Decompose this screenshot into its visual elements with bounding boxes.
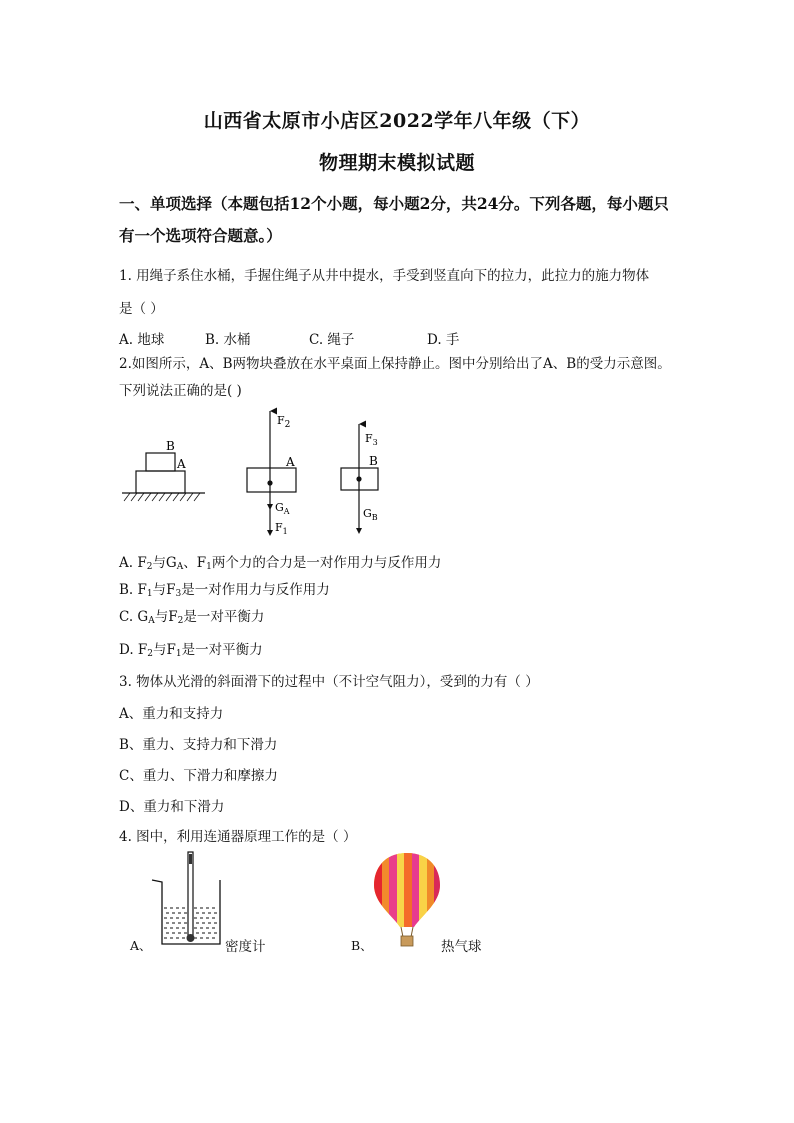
hot-air-balloon-image [372, 851, 442, 949]
q2-option-d: D. $F_2$与$F_1$是一对平衡力 [119, 642, 263, 659]
q2-stem-line2: 下列说法正确的是( ) [119, 383, 242, 399]
gb-label: $G_B$ [363, 507, 378, 522]
q1-option-c: C. 绳子 [309, 332, 355, 348]
q3-option-d: D、重力和下滑力 [119, 799, 225, 815]
section-heading: 一、单项选择（本题包括12个小题，每小题2分，共24分。下列各题，每小题只有一个选项符合题意。） [119, 194, 669, 245]
f2-label: $F_2$ [277, 414, 291, 430]
hydrometer-beaker-image [150, 850, 226, 948]
q1-option-b: B. 水桶 [205, 332, 251, 348]
q2-option-a: A. $F_2$与$G_A$、$F_1$两个力的合力是一对作用力与反作用力 [119, 555, 442, 572]
q1-option-a: A. 地球 [119, 332, 165, 348]
q2-option-b: B. $F_1$与$F_3$是一对作用力与反作用力 [119, 582, 330, 599]
q3-option-b: B、重力、支持力和下滑力 [119, 737, 278, 753]
q4-option-a-letter: A、 [130, 938, 152, 953]
q4-option-b-label: 热气球 [441, 939, 482, 955]
q2-option-c: C. $G_A$与$F_2$是一对平衡力 [119, 609, 265, 626]
q3-stem: 3. 物体从光滑的斜面滑下的过程中（不计空气阻力），受到的力有（ ） [119, 674, 539, 690]
b-force-label: B [369, 454, 378, 468]
q2-force-diagram [110, 404, 410, 544]
f1-label: $F_1$ [275, 521, 288, 536]
q1-options [119, 328, 459, 348]
block-b-label: B [166, 439, 175, 453]
force-diagram-a [247, 411, 296, 536]
title-line-1: 山西省太原市小店区2022学年八年级（下） [203, 110, 591, 132]
force-diagram-b [341, 424, 378, 534]
q3-option-c: C、重力、下滑力和摩擦力 [119, 768, 278, 784]
q1-stem-line1: 1. 用绳子系住水桶，手握住绳子从井中提水，手受到竖直向下的拉力，此拉力的施力物体 [119, 268, 650, 284]
q4-option-a-label: 密度计 [225, 939, 266, 955]
q1-option-d: D. 手 [427, 332, 460, 348]
a-force-label: A [286, 455, 295, 469]
title-line-2: 物理期末模拟试题 [318, 152, 475, 174]
q4-stem: 4. 图中，利用连通器原理工作的是（ ） [119, 829, 357, 845]
q4-option-b-letter: B、 [351, 938, 373, 953]
block-a-label: A [177, 457, 186, 471]
q2-stem-line1: 2.如图所示，A、B两物块叠放在水平桌面上保持静止。图中分别给出了A、B的受力示意图。 [119, 356, 671, 372]
q3-option-a: A、重力和支持力 [119, 706, 224, 722]
ga-label: $G_A$ [275, 501, 290, 516]
stacked-blocks-figure [122, 439, 205, 501]
q1-stem-line2: 是（ ） [119, 301, 164, 317]
f3-label: $F_3$ [365, 432, 378, 447]
